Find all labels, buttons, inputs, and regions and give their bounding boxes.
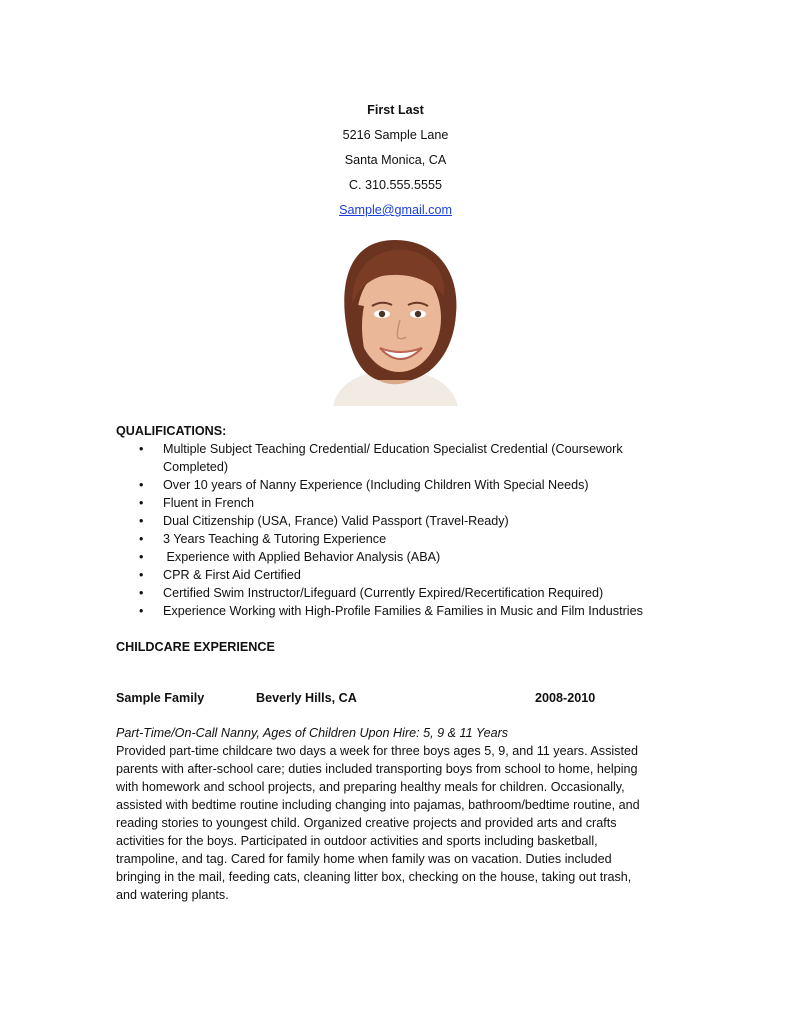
bullet-dot-icon: •: [139, 568, 144, 582]
description-line: with homework and school projects, and preparing healthy meals for children. Occasionally,: [116, 780, 625, 794]
description-line: and watering plants.: [116, 888, 229, 902]
list-item-continuation: [116, 458, 716, 476]
experience-heading: CHILDCARE EXPERIENCE: [116, 640, 275, 654]
bullet-dot-icon: •: [139, 550, 144, 564]
description-line: parents with after-school care; duties included transporting boys from school to home, helping: [116, 762, 638, 776]
job-header: [116, 689, 676, 707]
description-line: Provided part-time childcare two days a week for three boys ages 5, 9, and 11 years. Assisted: [116, 744, 638, 758]
list-item-text: Multiple Subject Teaching Credential/ Education Specialist Credential (Coursework: [163, 442, 623, 456]
list-item: [116, 584, 716, 602]
list-item-text: CPR & First Aid Certified: [163, 568, 301, 582]
description-line: activities for the boys. Participated in outdoor activities and sports including basketball,: [116, 834, 598, 848]
bullet-dot-icon: •: [139, 514, 144, 528]
list-item-text: Experience Working with High-Profile Families & Families in Music and Film Industries: [163, 604, 643, 618]
email-line: [0, 201, 791, 219]
city-line: Santa Monica, CA: [344, 153, 447, 167]
list-item-text: Over 10 years of Nanny Experience (Including Children With Special Needs): [163, 478, 589, 492]
list-item: [116, 566, 716, 584]
list-item: [116, 494, 716, 512]
bullet-dot-icon: •: [139, 442, 144, 456]
job-employer: Sample Family: [116, 691, 205, 705]
phone-line: C. 310.555.5555: [348, 178, 443, 192]
resume-name: First Last: [367, 103, 424, 117]
qualifications-heading: QUALIFICATIONS:: [116, 424, 227, 438]
list-item-text: Completed): [163, 460, 229, 474]
profile-photo-illustration: [278, 234, 512, 406]
list-item: [116, 602, 716, 620]
bullet-dot-icon: •: [139, 478, 144, 492]
description-line: assisted with bedtime routine including changing into pajamas, bathroom/bedtime routine, and: [116, 798, 640, 812]
list-item-text: 3 Years Teaching & Tutoring Experience: [163, 532, 387, 546]
description-line: trampoline, and tag. Cared for family home when family was on vacation. Duties included: [116, 852, 612, 866]
qualifications-list: [116, 440, 716, 620]
list-item-text: Experience with Applied Behavior Analysis (ABA): [163, 550, 441, 564]
list-item: [116, 476, 716, 494]
list-item: [116, 530, 716, 548]
list-item-text: Fluent in French: [163, 496, 254, 510]
description-line: reading stories to youngest child. Organized creative projects and provided arts and crafts: [116, 816, 617, 830]
description-line: bringing in the mail, feeding cats, cleaning litter box, checking on the house, taking out trash,: [116, 870, 632, 884]
bullet-dot-icon: •: [139, 586, 144, 600]
job-location: Beverly Hills, CA: [256, 691, 357, 705]
list-item: [116, 548, 716, 566]
bullet-dot-icon: •: [139, 532, 144, 546]
bullet-dot-icon: •: [139, 604, 144, 618]
list-item-text: Certified Swim Instructor/Lifeguard (Currently Expired/Recertification Required): [163, 586, 604, 600]
job-description: [116, 742, 676, 904]
job-dates: 2008-2010: [535, 691, 596, 705]
list-item: [116, 512, 716, 530]
address-line: 5216 Sample Lane: [342, 128, 449, 142]
email-link[interactable]: Sample@gmail.com: [339, 203, 452, 217]
job-role: Part-Time/On-Call Nanny, Ages of Children Upon Hire: 5, 9 & 11 Years: [116, 726, 509, 740]
bullet-dot-icon: •: [139, 496, 144, 510]
list-item-text: Dual Citizenship (USA, France) Valid Passport (Travel-Ready): [163, 514, 509, 528]
profile-photo: [278, 234, 512, 406]
list-item: [116, 440, 716, 458]
